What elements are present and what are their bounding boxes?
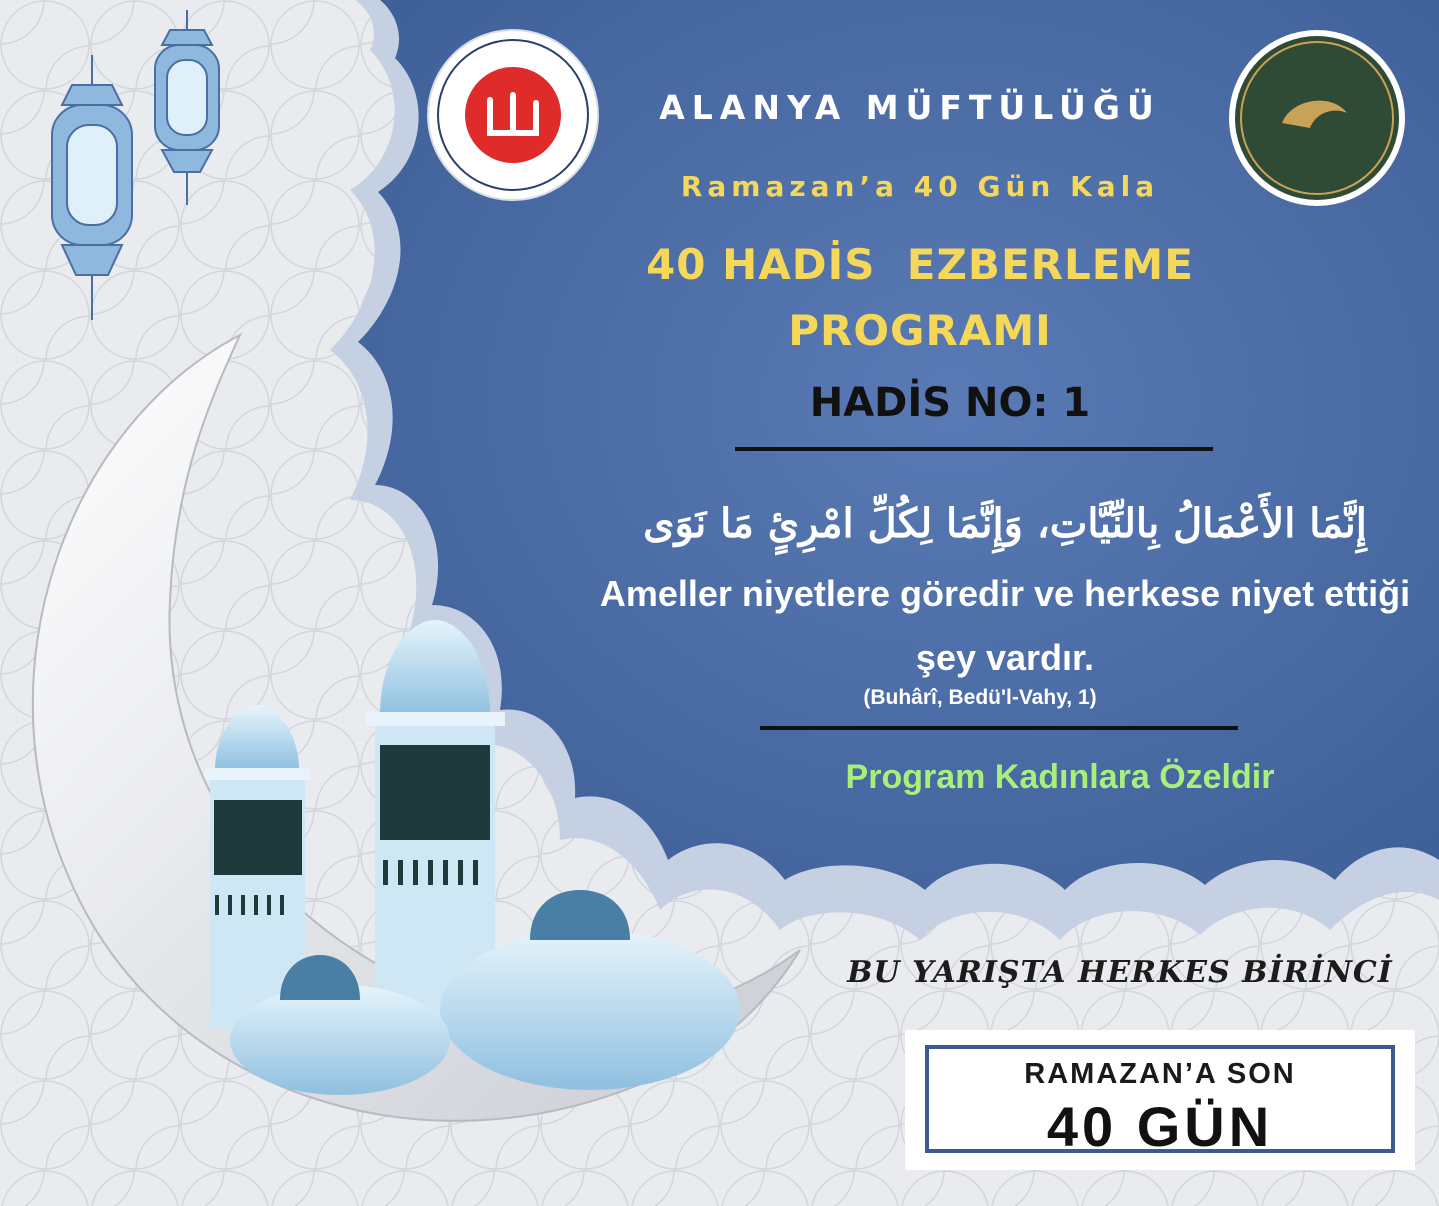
program-title-line1: 40 HADİS EZBERLEME xyxy=(646,240,1194,289)
hadith-translation: Ameller niyetlere göredir ve herkese niyet ettiği şey vardır. xyxy=(599,573,1411,678)
slogan: BU YARIŞTA HERKES BİRİNCİ xyxy=(847,955,1393,990)
hadith-arabic-text: إِنَّمَا الأَعْمَالُ بِالنِّيَّاتِ، وَإِنَّمَا لِكُلِّ امْرِئٍ مَا نَوَى xyxy=(643,500,1367,547)
countdown-box-label: RAMAZAN’A SON xyxy=(1024,1058,1296,1090)
audience-note: Program Kadınlara Özeldir xyxy=(845,758,1275,796)
hadith-number: HADİS NO: 1 xyxy=(809,380,1091,426)
countdown-box-value: 40 GÜN xyxy=(1046,1095,1274,1158)
hadith-source: (Buhârî, Bedü'l-Vahy, 1) xyxy=(863,686,1097,709)
organization-name: ALANYA MÜFTÜLÜĞÜ xyxy=(659,88,1161,127)
countdown-line: Ramazan’a 40 Gün Kala xyxy=(680,170,1160,203)
program-title-line2: PROGRAMI xyxy=(788,306,1052,355)
